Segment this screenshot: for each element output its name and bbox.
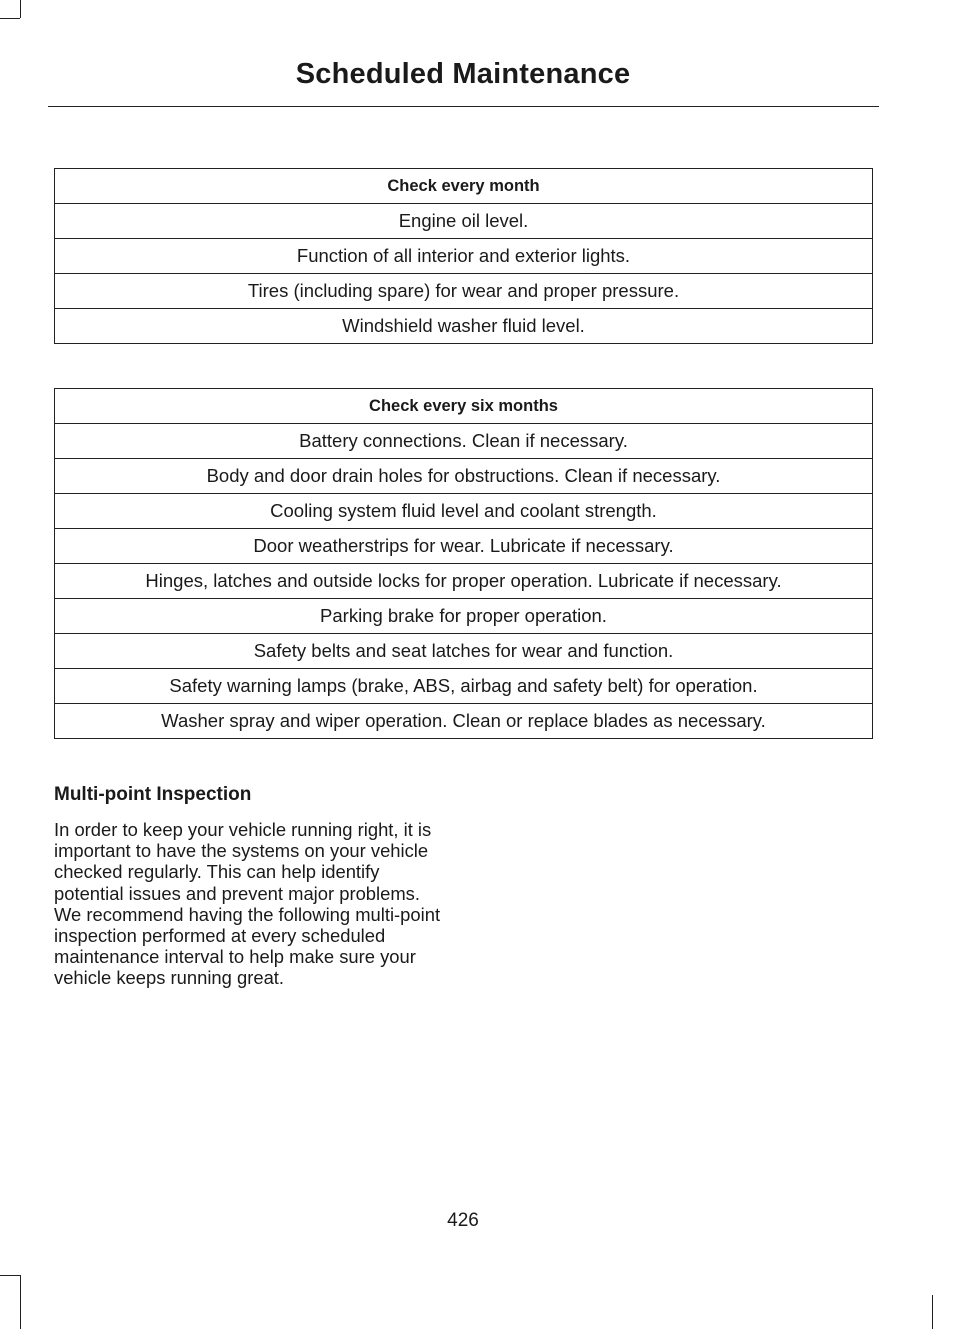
crop-mark-bottom-left-vertical [20, 1275, 21, 1329]
crop-mark-bottom-right-vertical [932, 1295, 933, 1329]
title-divider [48, 106, 879, 107]
crop-mark-top-left-horizontal [0, 18, 20, 19]
table-cell: Cooling system fluid level and coolant strength. [55, 494, 873, 529]
table-heading: Check every six months [55, 389, 873, 424]
table-row [55, 274, 873, 309]
table-cell: Washer spray and wiper operation. Clean or replace blades as necessary. [55, 704, 873, 739]
table-row [55, 529, 873, 564]
table-row [55, 634, 873, 669]
table-cell: Tires (including spare) for wear and proper pressure. [55, 274, 873, 309]
table-row [55, 669, 873, 704]
table-cell: Battery connections. Clean if necessary. [55, 424, 873, 459]
table-row [55, 564, 873, 599]
table-cell: Hinges, latches and outside locks for proper operation. Lubricate if necessary. [55, 564, 873, 599]
table-row [55, 239, 873, 274]
monthly-check-table [54, 168, 873, 344]
six-month-check-table [54, 388, 873, 739]
table-heading: Check every month [55, 169, 873, 204]
table-cell: Windshield washer fluid level. [55, 309, 873, 344]
table-cell: Engine oil level. [55, 204, 873, 239]
section-body-text: In order to keep your vehicle running right, it is important to have the systems on your vehicle checked regularly. This can help identify potential issues and prevent major problems. We recommend having the following multi-point inspection performed at every scheduled maintenance interval to help make sure your vehicle keeps running great. [54, 819, 441, 989]
page-number: 426 [447, 1210, 479, 1231]
table-header-row [55, 389, 873, 424]
table-row [55, 424, 873, 459]
table-row [55, 599, 873, 634]
table-cell: Parking brake for proper operation. [55, 599, 873, 634]
table-header-row [55, 169, 873, 204]
table-row [55, 204, 873, 239]
crop-mark-bottom-left-horizontal [0, 1275, 20, 1276]
table-row [55, 704, 873, 739]
table-cell: Body and door drain holes for obstructions. Clean if necessary. [55, 459, 873, 494]
section-heading: Multi-point Inspection [54, 784, 252, 805]
table-cell: Door weatherstrips for wear. Lubricate if necessary. [55, 529, 873, 564]
crop-mark-top-left-vertical [20, 0, 21, 18]
table-cell: Safety warning lamps (brake, ABS, airbag and safety belt) for operation. [55, 669, 873, 704]
table-row [55, 494, 873, 529]
table-row [55, 309, 873, 344]
table-row [55, 459, 873, 494]
table-cell: Function of all interior and exterior lights. [55, 239, 873, 274]
table-cell: Safety belts and seat latches for wear and function. [55, 634, 873, 669]
page-title: Scheduled Maintenance [295, 58, 631, 90]
